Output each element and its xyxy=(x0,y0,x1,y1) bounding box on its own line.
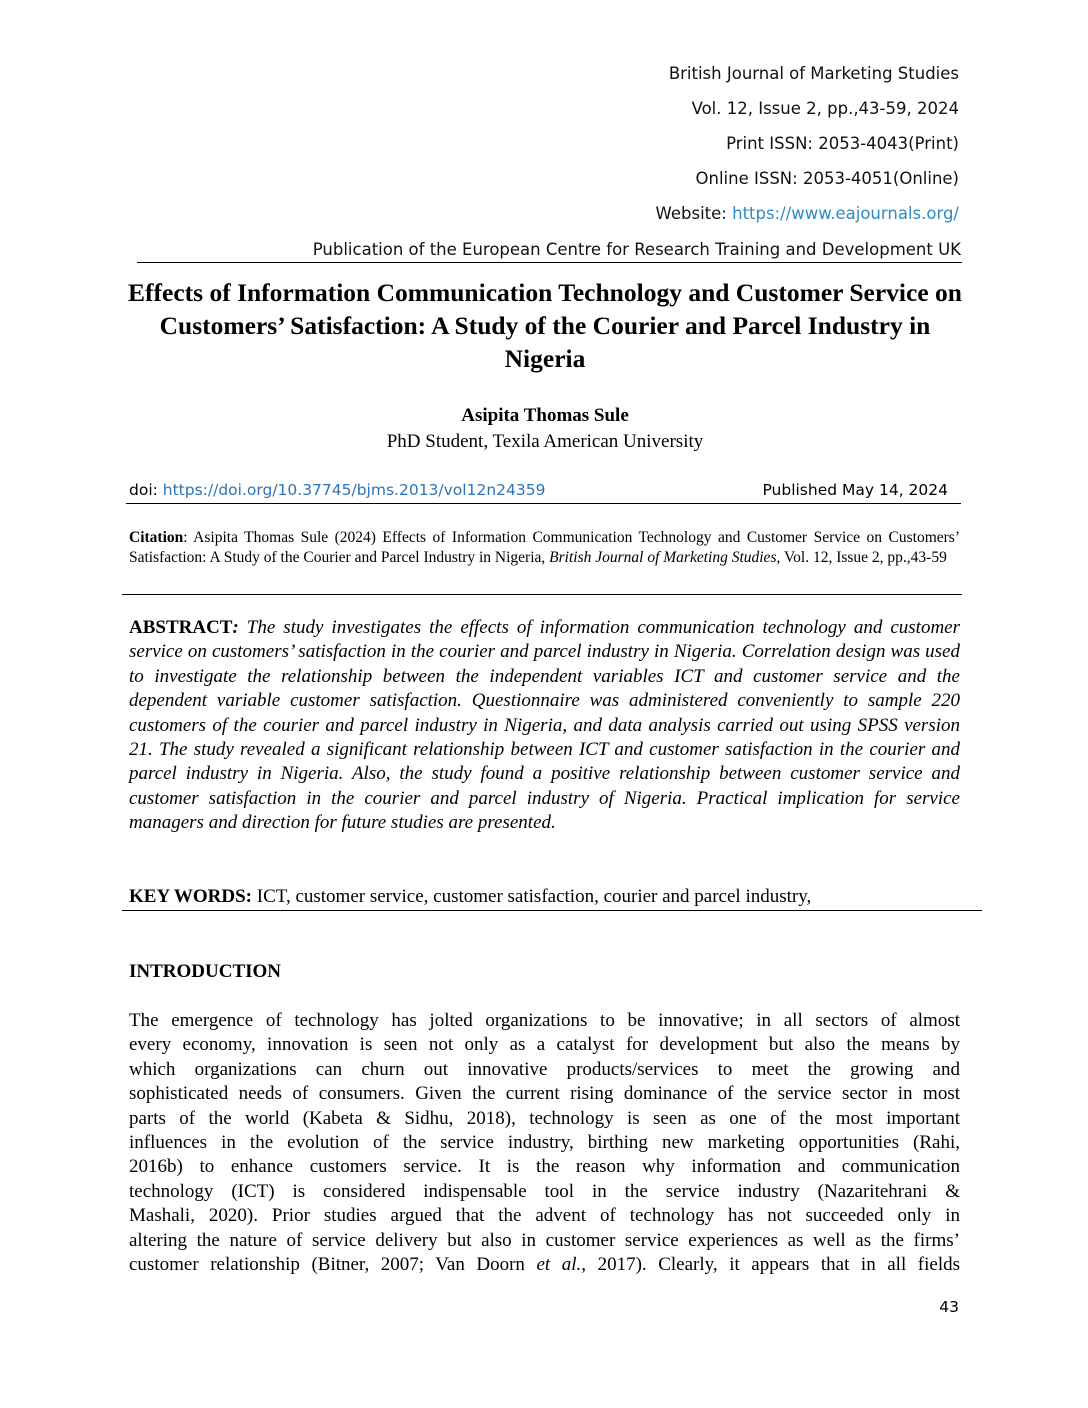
intro-line: which organizations can churn out innovative products/services to meet the growing and xyxy=(129,1058,960,1080)
citation-block xyxy=(129,528,960,568)
citation-rule xyxy=(122,594,962,595)
intro-line: The emergence of technology has jolted organizations to be innovative; in all sectors of almost xyxy=(129,1010,960,1031)
keywords-label: KEY WORDS: xyxy=(129,886,252,907)
website-line xyxy=(656,204,959,223)
intro-line: technology (ICT) is considered indispensable tool in the service industry (Nazaritehrani & xyxy=(129,1180,960,1202)
journal-name: British Journal of Marketing Studies xyxy=(668,64,959,83)
online-issn: Online ISSN: 2053-4051(Online) xyxy=(695,169,959,188)
introduction-heading: INTRODUCTION xyxy=(129,961,282,982)
website-label: Website: xyxy=(655,204,733,223)
author-affiliation: PhD Student, Texila American University xyxy=(386,431,704,452)
volume-info: Vol. 12, Issue 2, pp.,43-59, 2024 xyxy=(691,99,959,118)
intro-line: Mashali, 2020). Prior studies argued that the advent of technology has not succeeded only in xyxy=(129,1205,960,1227)
intro-line: influences in the evolution of the service industry, birthing new marketing opportunities (Rahi, xyxy=(129,1131,960,1153)
published-date: Published May 14, 2024 xyxy=(762,481,948,499)
abstract-block xyxy=(129,616,960,836)
intro-line: altering the nature of service delivery but also in customer service experiences as well as the firms’ xyxy=(129,1229,960,1251)
page-number: 43 xyxy=(939,1298,959,1316)
doi-link[interactable]: https://doi.org/10.37745/bjms.2013/vol12n24359 xyxy=(162,481,546,499)
doi-line xyxy=(129,481,545,499)
abstract-label: ABSTRACT xyxy=(129,617,233,638)
keywords-block xyxy=(129,885,960,909)
intro-etal: et al., xyxy=(536,1253,587,1275)
abstract-colon: : xyxy=(232,617,239,638)
intro-line: sophisticated needs of consumers. Given the current rising dominance of the service sector in most xyxy=(129,1083,960,1105)
intro-line: 2016b) to enhance customers service. It is the reason why information and communication xyxy=(129,1156,960,1178)
intro-line-last xyxy=(129,1253,960,1277)
doi-label: doi: xyxy=(129,481,163,499)
intro-last-b: 2017). Clearly, it appears that in all fields xyxy=(586,1253,960,1275)
intro-line: parts of the world (Kabeta & Sidhu, 2018), technology is seen as one of the most important xyxy=(129,1107,960,1129)
citation-text: : Asipita Thomas Sule (2024) Effects of Information Communication Technology and Customer Service on Customers’ Satisfaction: A Study of the Courier and Parcel Industry in Nigeria, xyxy=(129,529,960,566)
abstract-text: The study investigates the effects of information communication technology and customer service on customers’ satisfaction in the courier and parcel industry in Nigeria. Correlation design was used to investigate the relationship between the independent variables ICT and customer service and the dependent variable customer satisfaction. Questionnaire was administered conveniently to sample 220 customers of the courier and parcel industry in Nigeria, and data analysis carried out using SPSS version 21. The study revealed a significant relationship between ICT and customer satisfaction in the courier and parcel industry in Nigeria. Also, the study found a positive relationship between customer service and customer satisfaction in the courier and parcel industry of Nigeria. Practical implication for service managers and direction for future studies are presented. xyxy=(129,617,960,834)
publisher-line: Publication of the European Centre for Research Training and Development UK xyxy=(312,240,961,259)
author-name: Asipita Thomas Sule xyxy=(461,405,629,426)
citation-label: Citation xyxy=(129,529,184,546)
header-rule xyxy=(137,262,962,263)
doi-rule xyxy=(126,503,961,504)
introduction-body xyxy=(129,1009,960,1277)
website-link[interactable]: https://www.eajournals.org/ xyxy=(732,204,959,223)
print-issn: Print ISSN: 2053-4043(Print) xyxy=(726,134,959,153)
keywords-text: ICT, customer service, customer satisfaction, courier and parcel industry, xyxy=(252,886,812,907)
intro-line: every economy, innovation is seen not only as a catalyst for development but also the means by xyxy=(129,1034,960,1056)
intro-last-a: customer relationship (Bitner, 2007; Van Doorn xyxy=(129,1253,537,1275)
paper-title: Effects of Information Communication Technology and Customer Service on Customers’ Satisfaction: A Study of the Courier and Parcel Industry in Nigeria xyxy=(128,278,962,373)
citation-journal: British Journal of Marketing Studies xyxy=(549,549,777,566)
citation-volume: , Vol. 12, Issue 2, pp.,43-59 xyxy=(776,549,947,566)
keywords-rule xyxy=(122,910,982,911)
